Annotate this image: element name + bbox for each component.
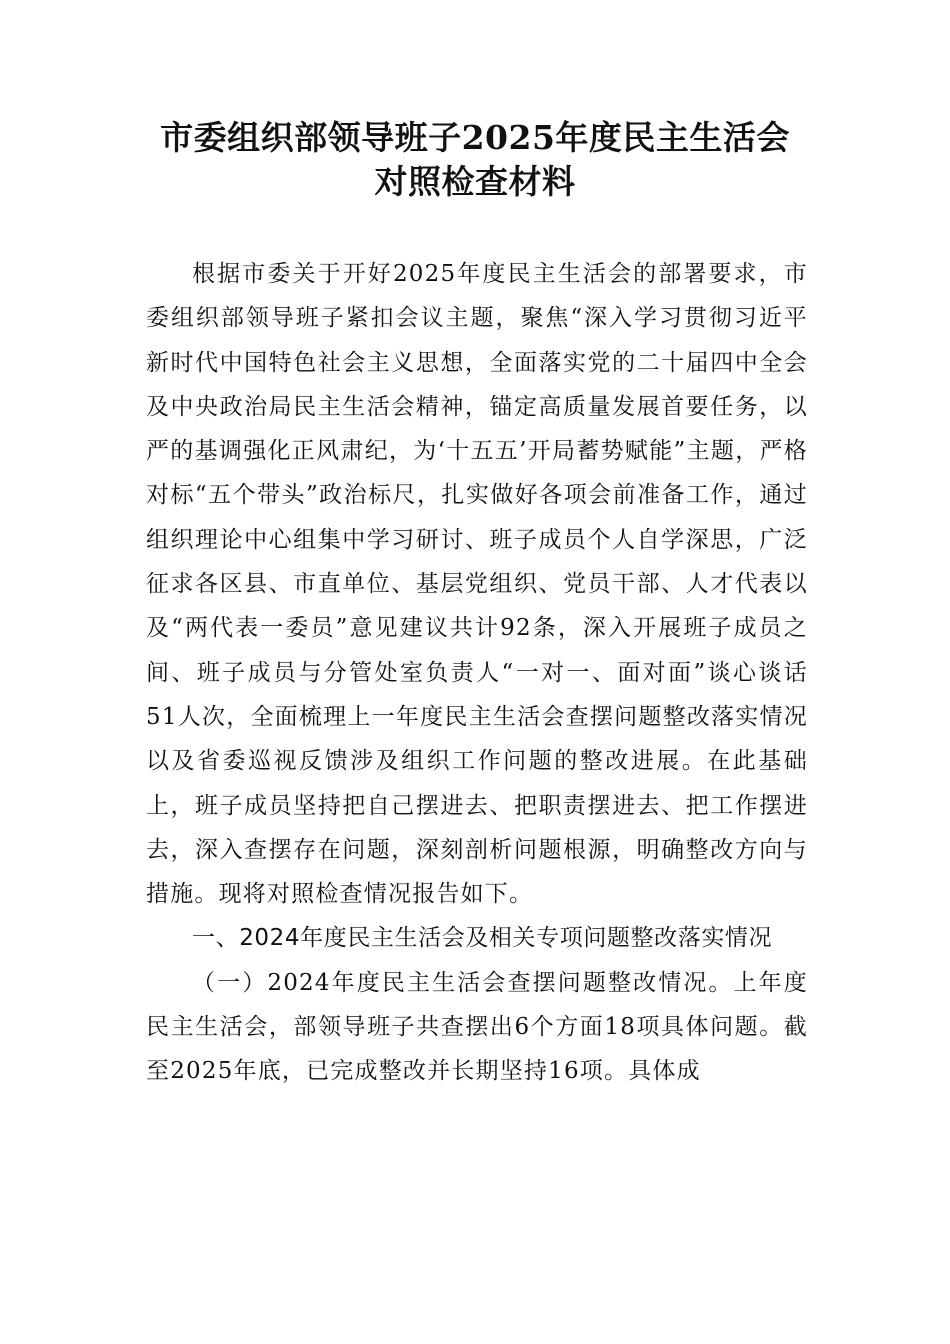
intro-paragraph: 根据市委关于开好2025年度民主生活会的部署要求，市委组织部领导班子紧扣会议主题，聚焦“深入学习贯彻习近平新时代中国特色社会主义思想，全面落实党的二十届四中全会及中央政治局民主生活会精神，锚定高质量发展首要任务，以严的基调强化正风肃纪，为‘十五五’开局蓄势赋能”主题，严格对标“五个带头”政治标尺，扎实做好各项会前准备工作，通过组织理论中心组集中学习研讨、班子成员个人自学深思，广泛征求各区县、市直单位、基层党组织、党员干部、人才代表以及“两代表一委员”意见建议共计92条，深入开展班子成员之间、班子成员与分管处室负责人“一对一、面对面”谈心谈话51人次，全面梳理上一年度民主生活会查摆问题整改落实情况以及省委巡视反馈涉及组织工作问题的整改进展。在此基础上，班子成员坚持把自己摆进去、把职责摆进去、把工作摆进去，深入查摆存在问题，深刻剖析问题根源，明确整改方向与措施。现将对照检查情况报告如下。	[146, 261, 808, 908]
document-title-line-1: 市委组织部领导班子2025年度民主生活会	[160, 118, 790, 157]
document-body	[146, 252, 808, 1094]
section-heading-1: 一、2024年度民主生活会及相关专项问题整改落实情况	[192, 925, 773, 952]
subsection-paragraph-1: （一）2024年度民主生活会查摆问题整改情况。上年度民主生活会，部领导班子共查摆出6个方面18项具体问题。截至2025年底，已完成整改并长期坚持16项。具体成	[146, 969, 808, 1085]
document-title-line-2: 对照检查材料	[374, 162, 576, 201]
